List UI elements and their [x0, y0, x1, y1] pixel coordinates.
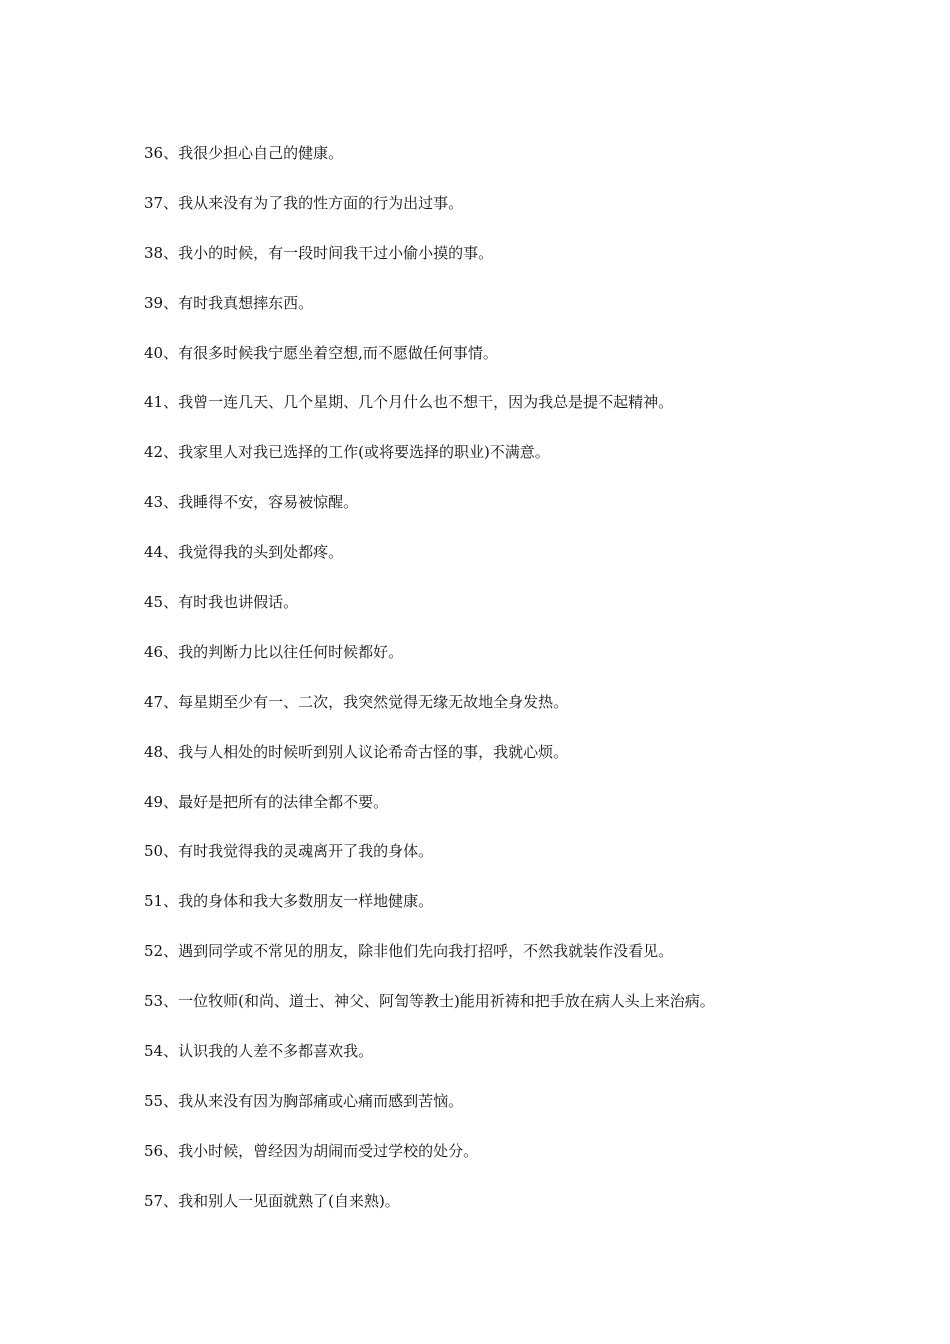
- questionnaire-item: 47、每星期至少有一、二次，我突然觉得无缘无故地全身发热。: [144, 692, 569, 711]
- questionnaire-item: 53、一位牧师(和尚、道士、神父、阿訇等教士)能用祈祷和把手放在病人头上来治病。: [144, 992, 715, 1011]
- questionnaire-item: 56、我小时候，曾经因为胡闹而受过学校的处分。: [144, 1141, 479, 1160]
- questionnaire-item: 36、我很少担心自己的健康。: [144, 144, 344, 162]
- questionnaire-item: 39、有时我真想摔东西。: [144, 293, 314, 312]
- questionnaire-item: 38、我小的时候，有一段时间我干过小偷小摸的事。: [144, 243, 494, 262]
- questionnaire-item: 43、我睡得不安，容易被惊醒。: [144, 493, 359, 512]
- questionnaire-item: 54、认识我的人差不多都喜欢我。: [144, 1042, 374, 1061]
- questionnaire-item: 46、我的判断力比以往任何时候都好。: [144, 642, 404, 661]
- questionnaire-item: 45、有时我也讲假话。: [144, 593, 299, 612]
- questionnaire-item-list: [144, 141, 924, 1239]
- questionnaire-item: 44、我觉得我的头到处都疼。: [144, 543, 344, 562]
- questionnaire-item: 50、有时我觉得我的灵魂离开了我的身体。: [144, 842, 434, 861]
- questionnaire-item: 57、我和别人一见面就熟了(自来熟)。: [144, 1191, 400, 1210]
- questionnaire-item: 40、有很多时候我宁愿坐着空想,而不愿做任何事情。: [144, 343, 498, 362]
- questionnaire-item: 49、最好是把所有的法律全都不要。: [144, 792, 389, 811]
- questionnaire-item: 42、我家里人对我已选择的工作(或将要选择的职业)不满意。: [144, 443, 550, 462]
- questionnaire-item: 37、我从来没有为了我的性方面的行为出过事。: [144, 193, 464, 212]
- questionnaire-item: 55、我从来没有因为胸部痛或心痛而感到苦恼。: [144, 1091, 464, 1110]
- questionnaire-item: 48、我与人相处的时候听到别人议论希奇古怪的事，我就心烦。: [144, 742, 569, 761]
- questionnaire-item: 52、遇到同学或不常见的朋友，除非他们先向我打招呼，不然我就装作没看见。: [144, 942, 674, 961]
- questionnaire-item: 41、我曾一连几天、几个星期、几个月什么也不想干，因为我总是提不起精神。: [144, 393, 674, 412]
- questionnaire-item: 51、我的身体和我大多数朋友一样地健康。: [144, 892, 434, 911]
